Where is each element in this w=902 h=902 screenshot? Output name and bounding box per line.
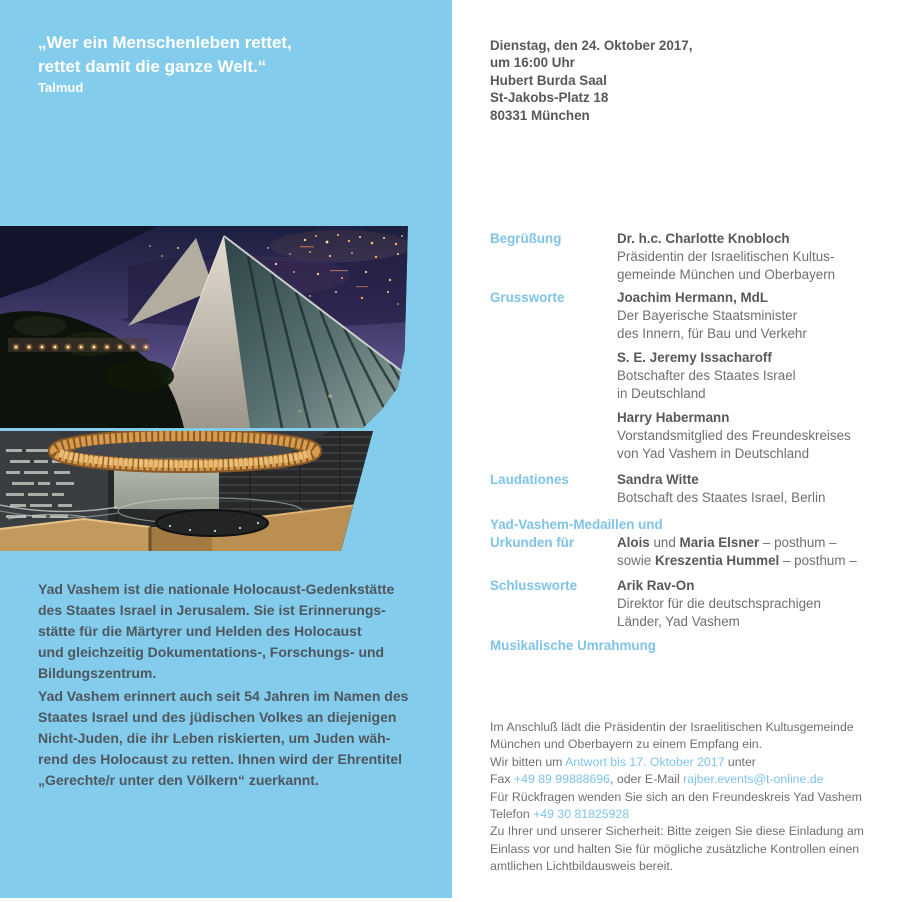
speaker-name: Dr. h.c. Charlotte Knobloch xyxy=(617,231,790,246)
program-label: Laudationes xyxy=(490,472,569,487)
speaker-desc: Der Bayerische Staatsminister xyxy=(617,308,798,323)
speaker-name: Sandra Witte xyxy=(617,472,699,487)
program-entry xyxy=(617,230,835,284)
honoree-name: Alois xyxy=(617,535,650,550)
program-row-laudationes xyxy=(490,471,825,507)
footer-line: Im Anschluß lädt die Präsidentin der Israelitischen Kultusgemeinde xyxy=(490,720,854,734)
event-street: St-Jakobs-Platz 18 xyxy=(490,90,609,106)
museum-exterior-illustration xyxy=(0,226,408,428)
speaker-desc: in Deutschland xyxy=(617,386,706,401)
program-entry xyxy=(617,577,821,631)
event-time: um 16:00 Uhr xyxy=(490,55,575,71)
program-label-musik: Musikalische Umrahmung xyxy=(490,638,656,653)
speaker-name: Harry Habermann xyxy=(617,410,730,425)
paragraph-line: stätte für die Märtyrer und Helden des Holocaust xyxy=(38,623,362,639)
paragraph-line: Staates Israel und des jüdischen Volkes an diejenigen xyxy=(38,709,397,725)
photo-hall-of-names xyxy=(0,431,373,551)
paragraph-line: Yad Vashem ist die nationale Holocaust-Gedenkstätte xyxy=(38,581,395,597)
footer-line: Fax +49 89 99888696, oder E-Mail rajber.events@t-online.de xyxy=(490,772,824,787)
program-label: Urkunden für xyxy=(490,535,575,550)
footer-line: amtlichen Lichtbildausweis bereit. xyxy=(490,859,674,874)
phone-number: +49 30 81825928 xyxy=(533,807,630,822)
program-row-schlussworte xyxy=(490,577,821,631)
paragraph-line: Yad Vashem erinnert auch seit 54 Jahren im Namen des xyxy=(38,688,409,704)
event-venue: Hubert Burda Saal xyxy=(490,72,607,88)
program-label: Grussworte xyxy=(490,290,565,305)
speaker-desc: des Innern, für Bau und Verkehr xyxy=(617,326,807,341)
paragraph-line: Nicht-Juden, die ihr Leben riskierten, um Juden wäh- xyxy=(38,730,391,746)
speaker-desc: Präsidentin der Israelitischen Kultus- xyxy=(617,249,835,264)
footer-line: Wir bitten um Antwort bis 17. Oktober 2017 unter xyxy=(490,754,756,769)
program-row-begruessung xyxy=(490,230,835,284)
about-yad-vashem-paragraph xyxy=(38,579,394,684)
speaker-desc: gemeinde München und Oberbayern xyxy=(617,267,836,282)
program-label: Begrüßung xyxy=(490,231,562,246)
footer xyxy=(490,719,864,876)
speaker-desc: Länder, Yad Vashem xyxy=(617,614,740,629)
program-label: Schlussworte xyxy=(490,578,578,593)
righteous-among-nations-paragraph xyxy=(38,686,408,791)
fax-number: +49 89 99888696 xyxy=(513,772,611,787)
program-entry xyxy=(617,471,825,507)
paragraph-line: rend des Holocaust zu retten. Ihnen wird der Ehrentitel xyxy=(38,751,403,767)
hall-of-names-illustration xyxy=(0,431,373,551)
footer-line: Einlass vor und halten Sie für mögliche zusätzliche Kontrollen einen xyxy=(490,841,860,856)
footer-line: Für Rückfragen wenden Sie sich an den Freundeskreis Yad Vashem xyxy=(490,789,862,804)
speaker-name: S. E. Jeremy Issacharoff xyxy=(617,350,772,365)
speaker-desc: Botschaft des Staates Israel, Berlin xyxy=(617,490,826,505)
honorees-line: sowie Kreszentia Hummel – posthum – xyxy=(617,553,857,568)
program-entry xyxy=(617,289,851,463)
quote-line: „Wer ein Menschenleben rettet, xyxy=(38,33,292,52)
speaker-desc: von Yad Vashem in Deutschland xyxy=(617,446,810,461)
speaker-name: Arik Rav-On xyxy=(617,578,695,593)
footer-line: Telefon +49 30 81825928 xyxy=(490,807,630,822)
email-address: rajber.events@t-online.de xyxy=(683,772,824,787)
event-date: Dienstag, den 24. Oktober 2017, xyxy=(490,38,693,53)
speaker-desc: Botschafter des Staates Israel xyxy=(617,368,796,383)
event-city: 80331 München xyxy=(490,107,590,123)
medals-heading-line1: Yad-Vashem-Medaillen und xyxy=(490,517,663,532)
speaker-desc: Vorstandsmitglied des Freundeskreises xyxy=(617,428,851,443)
program-row-grussworte xyxy=(490,289,851,463)
paragraph-line: „Gerechte/r unter den Völkern“ zuerkannt. xyxy=(38,772,319,788)
quote-source: Talmud xyxy=(38,80,84,95)
talmud-quote xyxy=(38,31,292,79)
speaker-desc: Direktor für die deutschsprachigen xyxy=(617,596,821,611)
footer-line: Zu Ihrer und unserer Sicherheit: Bitte zeigen Sie diese Einladung am xyxy=(490,824,864,839)
event-details xyxy=(490,37,692,124)
honorees-line: Alois und Maria Elsner – posthum – xyxy=(617,535,837,550)
paragraph-line: des Staates Israel in Jerusalem. Sie ist Erinnerungs- xyxy=(38,602,386,618)
left-panel xyxy=(0,0,452,898)
quote-line: rettet damit die ganze Welt.“ xyxy=(38,57,267,76)
honoree-name: Kreszentia Hummel xyxy=(654,553,780,568)
honoree-name: Maria Elsner xyxy=(679,535,760,550)
paragraph-line: Bildungszentrum. xyxy=(38,665,157,681)
program-entry xyxy=(617,534,857,570)
speaker-name: Joachim Hermann, MdL xyxy=(617,290,769,305)
program-row-medaillen xyxy=(490,534,857,570)
paragraph-line: und gleichzeitig Dokumentations-, Forschungs- und xyxy=(38,644,385,660)
rsvp-deadline: Antwort bis 17. Oktober 2017 xyxy=(565,754,725,769)
footer-line: München und Oberbayern zu einem Empfang ein. xyxy=(490,737,763,752)
photo-yad-vashem-museum-exterior xyxy=(0,226,408,428)
